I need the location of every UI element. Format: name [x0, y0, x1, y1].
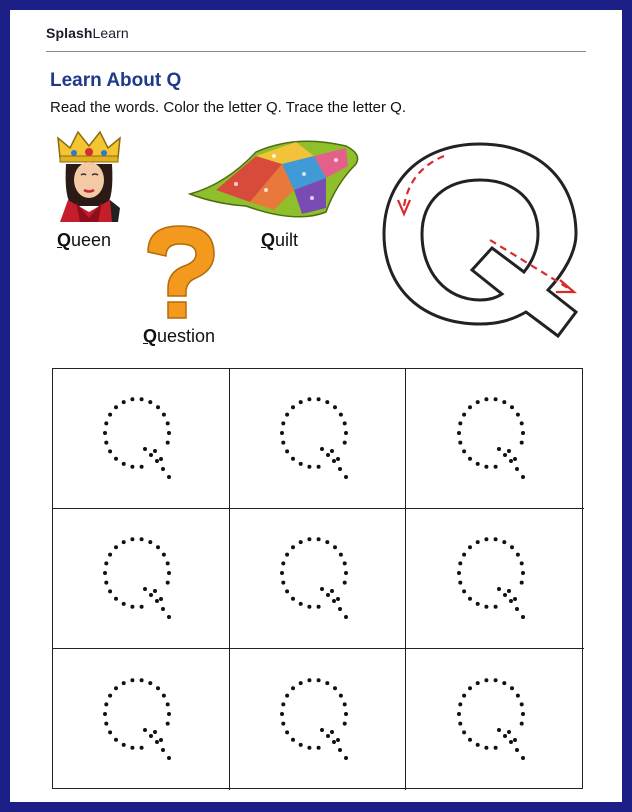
dotted-letter-q [278, 393, 358, 485]
tracing-cell[interactable] [406, 509, 584, 649]
quilt-icon [186, 134, 366, 224]
word-question: Question [143, 326, 216, 346]
question-mark-icon [140, 222, 220, 322]
dotted-letter-q [278, 533, 358, 625]
tracing-cell[interactable] [230, 649, 406, 790]
dotted-letter-q [455, 533, 535, 625]
dotted-letter-q [101, 393, 181, 485]
dotted-letter-q [455, 674, 535, 766]
tracing-cell[interactable] [230, 369, 406, 509]
dotted-letter-q [101, 533, 181, 625]
dotted-letter-q [101, 674, 181, 766]
word-quilt: Quilt [261, 230, 299, 250]
tracing-cell[interactable] [406, 369, 584, 509]
dotted-letter-q [455, 393, 535, 485]
queen-icon [54, 128, 124, 224]
tracing-cell[interactable] [53, 509, 230, 649]
brand-logo: SplashLearn [46, 25, 129, 41]
header-divider [46, 51, 586, 52]
tracing-cell[interactable] [230, 509, 406, 649]
big-letter-q-outline [380, 140, 580, 340]
page-title: Learn About Q [50, 70, 182, 91]
dotted-letter-q [278, 674, 358, 766]
tracing-cell[interactable] [406, 649, 584, 790]
tracing-cell[interactable] [53, 649, 230, 790]
instructions: Read the words. Color the letter Q. Trace the letter Q. [50, 99, 406, 116]
tracing-grid [52, 368, 583, 789]
tracing-cell[interactable] [53, 369, 230, 509]
word-queen: Queen [57, 230, 112, 250]
